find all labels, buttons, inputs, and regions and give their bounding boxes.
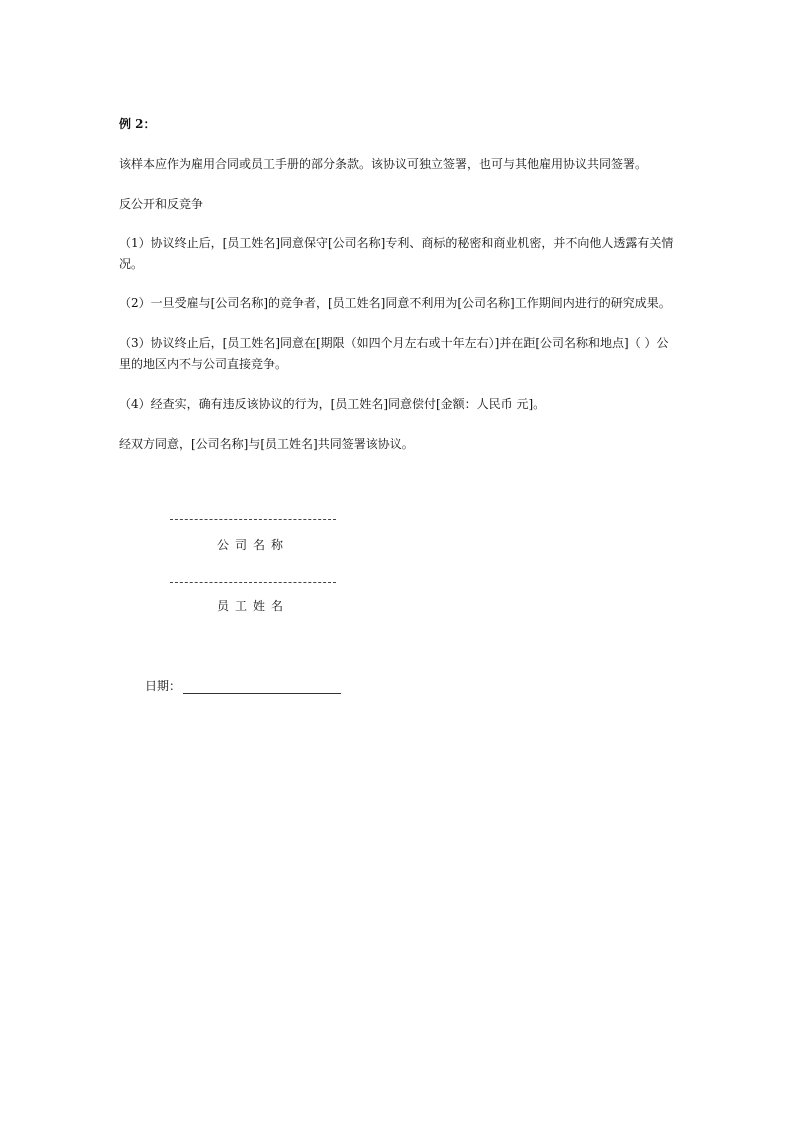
section-title: 反公开和反竞争 bbox=[119, 197, 204, 211]
date-underline bbox=[183, 681, 341, 694]
date-label: 日期： bbox=[145, 679, 182, 693]
company-signature-label: 公司名称 bbox=[216, 538, 289, 552]
employee-signature-line bbox=[170, 582, 336, 583]
employee-signature-label: 员工姓名 bbox=[216, 599, 289, 613]
clause-3: （3）协议终止后，[员工姓名]同意在[期限（如四个月左右或十年左右）]并在距[公司名称和地点]（ ）公里的地区内不与公司直接竞争。 bbox=[119, 336, 669, 371]
clause-1: （1）协议终止后，[员工姓名]同意保守[公司名称]专利、商标的秘密和商业机密，并不向他人透露有关情况。 bbox=[119, 236, 674, 271]
date-row bbox=[145, 678, 341, 694]
clause-2: （2）一旦受雇与[公司名称]的竞争者，[员工姓名]同意不利用为[公司名称]工作期间内进行的研究成果。 bbox=[119, 296, 671, 310]
clause-4: （4）经查实，确有违反该协议的行为，[员工姓名]同意偿付[金额：人民币 元]。 bbox=[119, 397, 546, 411]
intro-paragraph: 该样本应作为雇用合同或员工手册的部分条款。该协议可独立签署，也可与其他雇用协议共同签署。 bbox=[119, 157, 648, 171]
company-signature-line bbox=[170, 519, 336, 520]
closing-paragraph: 经双方同意，[公司名称]与[员工姓名]共同签署该协议。 bbox=[119, 437, 414, 451]
example-heading: 例 2： bbox=[119, 117, 156, 131]
